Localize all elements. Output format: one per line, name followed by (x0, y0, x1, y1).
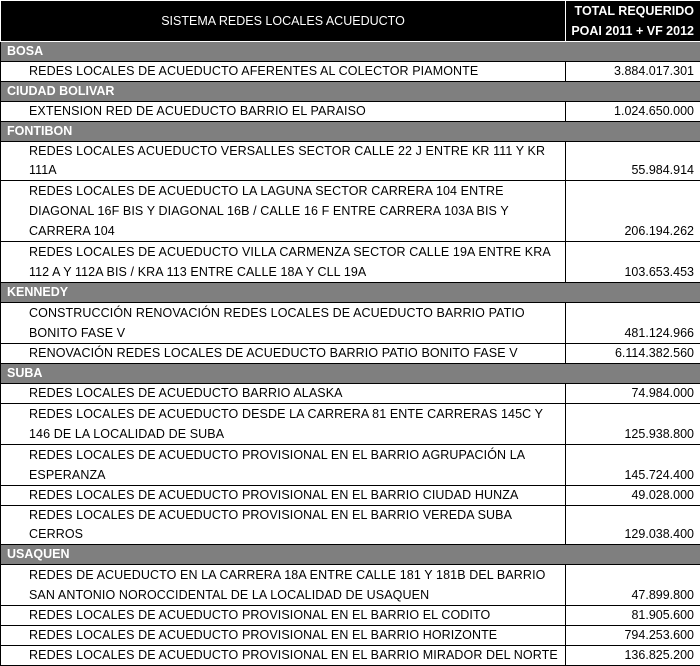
item-description: REDES LOCALES DE ACUEDUCTO PROVISIONAL EN EL BARRIO AGRUPACIÓN LA ESPERANZA (1, 445, 566, 486)
item-description: REDES LOCALES DE ACUEDUCTO LA LAGUNA SECTOR CARRERA 104 ENTRE DIAGONAL 16F BIS Y DIAGONAL 16B / CALLE 16 F ENTRE CARRERA 103A BIS Y CARRERA 104 (1, 181, 566, 242)
table-row (1, 344, 700, 364)
item-value: 49.028.000 (566, 486, 700, 506)
section-row-suba (1, 364, 700, 384)
table-row (1, 142, 700, 181)
table-row (1, 242, 700, 283)
item-description: REDES LOCALES DE ACUEDUCTO DESDE LA CARRERA 81 ENTE CARRERAS 145C Y 146 DE LA LOCALIDAD DE SUBA (1, 404, 566, 445)
item-description: REDES LOCALES DE ACUEDUCTO BARRIO ALASKA (1, 384, 566, 404)
section-row-bosa (1, 42, 700, 62)
table-row (1, 102, 700, 122)
item-description: RENOVACIÓN REDES LOCALES DE ACUEDUCTO BARRIO PATIO BONITO FASE V (1, 344, 566, 364)
item-value: 136.825.200 (566, 646, 700, 666)
total-header-line1: TOTAL REQUERIDO (566, 1, 694, 21)
section-label: FONTIBON (1, 122, 700, 142)
item-description: REDES DE ACUEDUCTO EN LA CARRERA 18A ENTRE CALLE 181 Y 181B DEL BARRIO SAN ANTONIO NOROCCIDENTAL DE LA LOCALIDAD DE USAQUEN (1, 565, 566, 606)
table-row (1, 62, 700, 82)
table-row (1, 506, 700, 545)
table-row (1, 384, 700, 404)
total-header-line2: POAI 2011 + VF 2012 (566, 21, 694, 41)
section-label: SUBA (1, 364, 700, 384)
item-description: REDES LOCALES DE ACUEDUCTO PROVISIONAL EN EL BARRIO MIRADOR DEL NORTE (1, 646, 566, 666)
table-row (1, 486, 700, 506)
item-description: EXTENSION RED DE ACUEDUCTO BARRIO EL PARAISO (1, 102, 566, 122)
section-row-fontibon (1, 122, 700, 142)
table-row (1, 404, 700, 445)
section-label: CIUDAD BOLIVAR (1, 82, 700, 102)
item-value: 47.899.800 (566, 565, 700, 606)
item-value: 794.253.600 (566, 626, 700, 646)
item-value: 55.984.914 (566, 142, 700, 181)
item-description: REDES LOCALES DE ACUEDUCTO PROVISIONAL EN EL BARRIO CIUDAD HUNZA (1, 486, 566, 506)
section-label: USAQUEN (1, 545, 700, 565)
table-row (1, 646, 700, 666)
item-value: 3.884.017.301 (566, 62, 700, 82)
section-row-kennedy (1, 283, 700, 303)
item-value: 481.124.966 (566, 303, 700, 344)
item-value: 206.194.262 (566, 181, 700, 242)
section-row-ciudad-bolivar (1, 82, 700, 102)
table-title: SISTEMA REDES LOCALES ACUEDUCTO (1, 1, 566, 42)
table-row (1, 565, 700, 606)
item-value: 6.114.382.560 (566, 344, 700, 364)
table-row (1, 606, 700, 626)
item-description: REDES LOCALES DE ACUEDUCTO PROVISIONAL EN EL BARRIO HORIZONTE (1, 626, 566, 646)
item-value: 129.038.400 (566, 506, 700, 545)
item-description: CONSTRUCCIÓN RENOVACIÓN REDES LOCALES DE ACUEDUCTO BARRIO PATIO BONITO FASE V (1, 303, 566, 344)
table-row (1, 626, 700, 646)
item-value: 81.905.600 (566, 606, 700, 626)
item-value: 1.024.650.000 (566, 102, 700, 122)
item-description: REDES LOCALES DE ACUEDUCTO VILLA CARMENZA SECTOR CALLE 19A ENTRE KRA 112 A Y 112A BIS / KRA 113 ENTRE CALLE 18A Y CLL 19A (1, 242, 566, 283)
table-row (1, 445, 700, 486)
item-value: 103.653.453 (566, 242, 700, 283)
table-row (1, 181, 700, 242)
item-description: REDES LOCALES ACUEDUCTO VERSALLES SECTOR CALLE 22 J ENTRE KR 111 Y KR 111A (1, 142, 566, 181)
total-column-header (566, 1, 700, 42)
table-body (1, 1, 700, 666)
section-row-usaquen (1, 545, 700, 565)
item-value: 74.984.000 (566, 384, 700, 404)
section-label: KENNEDY (1, 283, 700, 303)
item-value: 125.938.800 (566, 404, 700, 445)
item-description: REDES LOCALES DE ACUEDUCTO AFERENTES AL COLECTOR PIAMONTE (1, 62, 566, 82)
table-header-row (1, 1, 700, 42)
item-description: REDES LOCALES DE ACUEDUCTO PROVISIONAL EN EL BARRIO VEREDA SUBA CERROS (1, 506, 566, 545)
section-label: BOSA (1, 42, 700, 62)
table-row (1, 303, 700, 344)
item-value: 145.724.400 (566, 445, 700, 486)
item-description: REDES LOCALES DE ACUEDUCTO PROVISIONAL EN EL BARRIO EL CODITO (1, 606, 566, 626)
